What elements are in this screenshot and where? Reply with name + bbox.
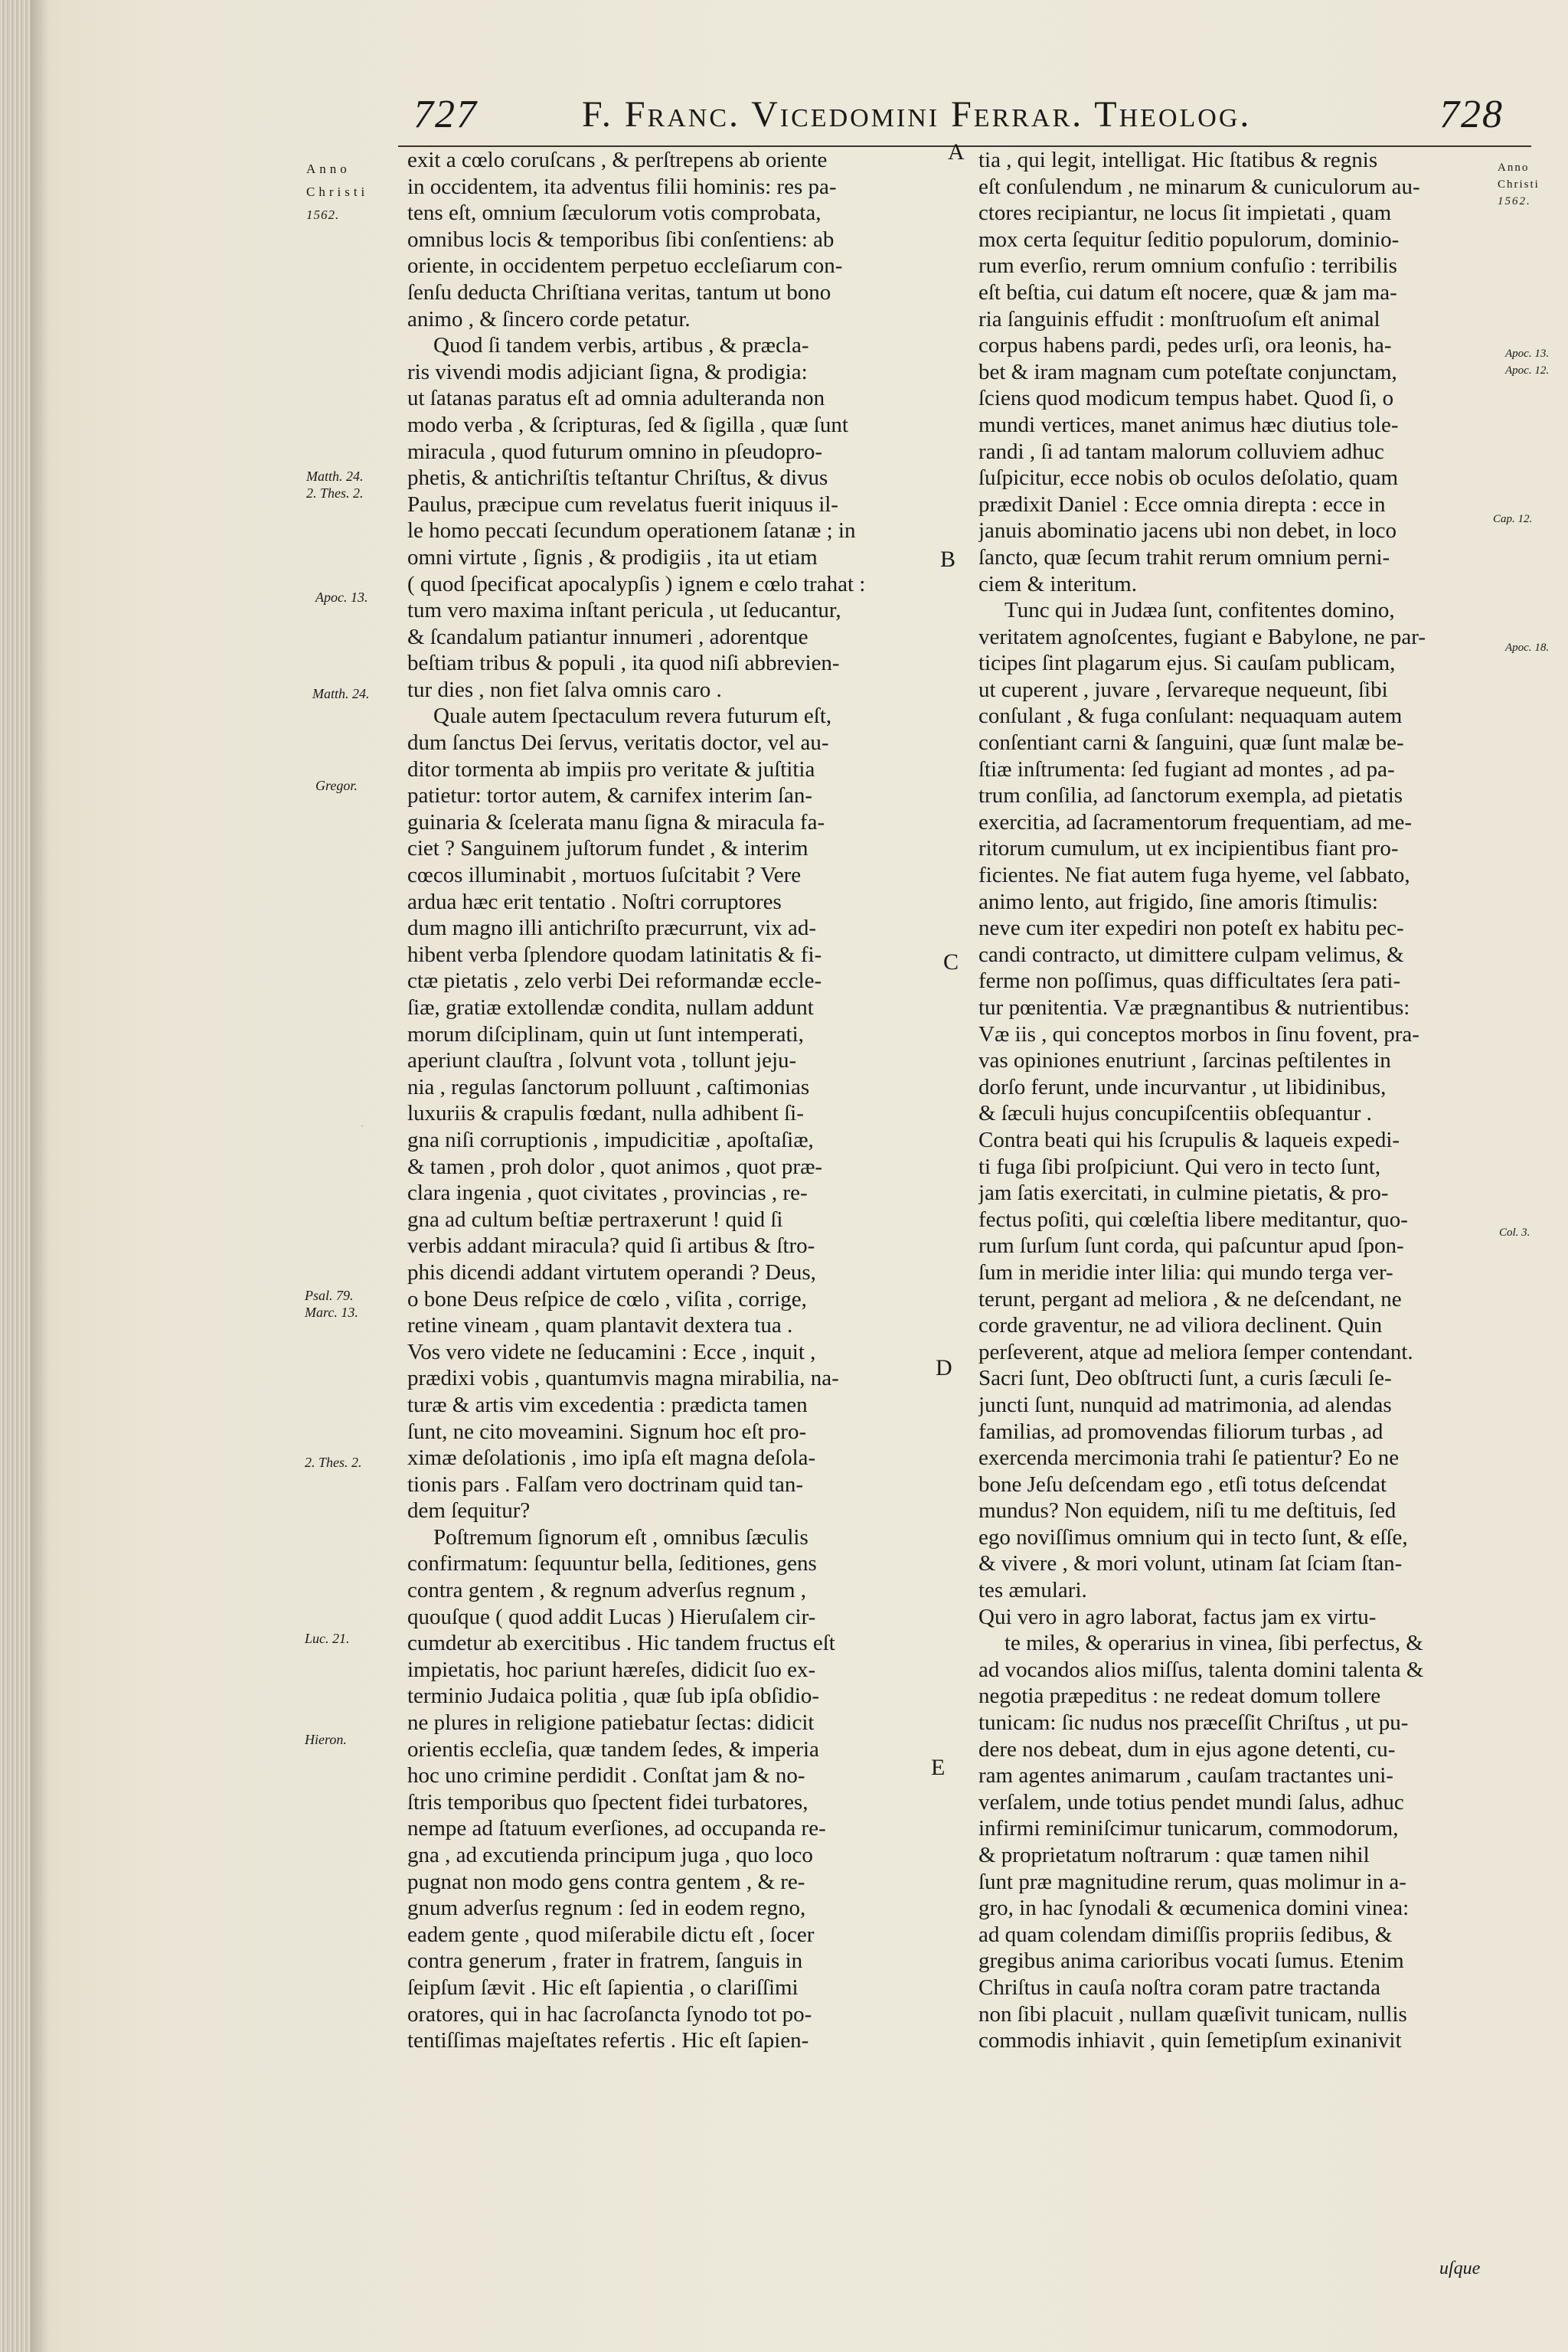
text-line: tur pœnitentia. Væ prægnantibus & nutrientibus: — [978, 995, 1410, 1020]
text-line: tionis pars . Falſam vero doctrinam quid tan- — [407, 1472, 804, 1497]
text-line: ſuſpicitur, ecce nobis ob oculos deſolatio, quam — [978, 466, 1399, 491]
text-line: beſtiam tribus & populi , ita quod niſi abbrevien- — [407, 651, 840, 676]
faded-margin-mark: ˇ — [360, 1124, 364, 1135]
text-line: mundus? Non equidem, niſi tu me deſtituis, ſed — [978, 1498, 1396, 1524]
text-line: ſtiæ inſtrumenta: ſed fugiant ad montes , ad pa- — [978, 756, 1395, 782]
text-line: terminio Judaica politia , quæ ſub ipſa obſidio- — [407, 1684, 820, 1709]
margin-note: 2. Thes. 2. — [305, 1455, 362, 1470]
text-line: impietatis, hoc pariunt hæreſes, didicit ſuo ex- — [407, 1657, 816, 1682]
text-line: Quod ſi tandem verbis, artibus , & præcla- — [433, 333, 809, 358]
text-line: jam ſatis exercitati, in culmine pietatis, & pro- — [978, 1181, 1389, 1206]
text-line: ſunt, ne cito moveamini. Signum hoc eſt pro- — [407, 1419, 807, 1444]
text-line: candi contracto, ut dimittere culpam velimus, & — [978, 942, 1404, 967]
text-line: ſeipſum ſævit . Hic eſt ſapientia , o clariſſimi — [407, 1975, 799, 2000]
text-line: rum ſurſum ſunt corda, qui paſcuntur apud ſpon- — [978, 1233, 1404, 1259]
text-line: dorſo ferunt, unde incurvantur , ut libidinibus, — [978, 1074, 1387, 1099]
text-line: ſum in meridie inter lilia: qui mundo terga ver- — [978, 1259, 1393, 1285]
text-line: eſt beſtia, cui datum eſt nocere, quæ & jam ma- — [978, 279, 1397, 305]
text-line: & ſcandalum patiantur innumeri , adorentque — [407, 624, 808, 649]
text-line: randi , ſi ad tantam malorum colluviem adhuc — [978, 439, 1384, 464]
text-line: oratores, qui in hac ſacroſancta ſynodo tot po- — [407, 2001, 812, 2027]
text-line: omni virtute , ſignis , & prodigiis , ita ut etiam — [407, 544, 818, 570]
text-line: gna niſi corruptionis , impudicitiæ , apoſtaſiæ, — [407, 1127, 814, 1152]
section-marker-a: A — [948, 139, 965, 165]
text-line: Chriſtus in cauſa noſtra coram patre tractanda — [978, 1975, 1381, 2000]
text-line: ardua hæc erit tentatio . Noſtri corruptores — [407, 889, 782, 914]
text-line: retine vineam , quam plantavit dextera tua . — [407, 1313, 793, 1338]
text-line: exit a cœlo coruſcans , & perſtrepens ab oriente — [407, 148, 828, 172]
text-line: miracula , quod futurum omnino in pſeudopro- — [407, 439, 823, 464]
text-line: ram agentes animarum , cauſam tractantes uni- — [978, 1763, 1393, 1788]
text-line: januis abominatio jacens ubi non debet, in loco — [978, 518, 1397, 544]
margin-note: Luc. 21. — [305, 1631, 350, 1646]
text-line: mox certa ſequitur ſeditio populorum, dominio- — [978, 227, 1400, 252]
margin-note: Apoc. 13. — [1505, 348, 1550, 360]
christi-word: Christi — [306, 185, 369, 199]
text-line: aperiunt clauſtra , ſolvunt vota , tollunt jeju- — [407, 1048, 797, 1073]
margin-note: Apoc. 12. — [1505, 364, 1550, 377]
margin-note: 2. Thes. 2. — [306, 485, 364, 501]
text-line: nempe ad ſtatuum everſiones, ad occupanda re- — [407, 1816, 826, 1841]
text-line: negotia præpeditus : ne redeat domum tollere — [978, 1684, 1381, 1709]
margin-note: Marc. 13. — [305, 1305, 358, 1320]
page-header — [0, 92, 1568, 145]
text-line: turæ & artis vim excedentia : prædicta tamen — [407, 1392, 808, 1417]
text-line: ticipes ſint plagarum ejus. Si cauſam publicam, — [978, 651, 1396, 676]
left-page-number: 727 — [413, 93, 478, 136]
text-line: fectus poſiti, qui cœleſtia libere meditantur, quo- — [978, 1207, 1408, 1232]
text-line: gna ad cultum beſtiæ pertraxerunt ! quid ſi — [407, 1207, 783, 1232]
year: 1562. — [306, 207, 340, 222]
section-marker-c: C — [943, 949, 959, 975]
text-line: trum conſilia, ad ſanctorum exempla, ad pietatis — [978, 783, 1403, 808]
text-line: ut cuperent , juvare , ſervareque nequeunt, ſibi — [978, 677, 1388, 702]
text-line: luxuriis & crapulis fœdant, nulla adhibent ſi- — [407, 1101, 804, 1126]
text-line: prædixit Daniel : Ecce omnia direpta : ecce in — [978, 492, 1386, 517]
anno-word: Anno — [306, 162, 351, 176]
text-line: ciet ? Sanguinem juſtorum fundet , & interim — [407, 836, 808, 861]
text-line: omnibus locis & temporibus ſibi conſentiens: ab — [407, 227, 835, 252]
text-line: Sacri ſunt, Deo obſtructi ſunt, a curis ſæculi ſe- — [978, 1366, 1392, 1391]
margin-note: Apoc. 18. — [1505, 642, 1550, 654]
text-line: Quale autem ſpectaculum revera futurum eſt, — [433, 704, 832, 729]
margin-note: Psal. 79. — [305, 1288, 354, 1303]
text-line: perſeverent, atque ad meliora ſemper contendant. — [978, 1339, 1413, 1364]
text-line: confirmatum: ſequuntur bella, ſeditiones, gens — [407, 1551, 817, 1576]
text-line: ad quam colendam dimiſſis propriis ſedibus, & — [978, 1922, 1393, 1947]
text-line: animo lento, aut frigido, ſine amoris ſtimulis: — [978, 889, 1378, 914]
text-line: ſenſu deducta Chriſtiana veritas, tantum ut bono — [407, 279, 831, 305]
text-line: modo verba , & ſcripturas, ſed & ſigilla , quæ ſunt — [407, 412, 848, 437]
text-line: gregibus anima carioribus vocati ſumus. Etenim — [978, 1949, 1404, 1974]
text-line: cumdetur ab exercitibus . Hic tandem fructus eſt — [407, 1631, 835, 1656]
text-line: ut ſatanas paratus eſt ad omnia adulteranda non — [407, 386, 825, 411]
text-line: & proprietatum noſtrarum : quæ tamen nihil — [978, 1843, 1370, 1867]
text-line: dum ſanctus Dei ſervus, veritatis doctor, vel au- — [407, 730, 829, 756]
text-line: contra gentem , & regnum adverſus regnum , — [407, 1578, 807, 1603]
text-line: conſulant , & fuga conſulant: nequaquam autem — [978, 704, 1403, 729]
text-line: ( quod ſpecificat apocalypſis ) ignem e cœlo trahat : — [407, 571, 866, 596]
text-line: verbis addant miracula? quid ſi artibus & ſtro- — [407, 1233, 815, 1259]
margin-note: Apoc. 13. — [315, 590, 368, 605]
text-line: ti fuga ſibi proſpiciunt. Qui vero in tecto ſunt, — [978, 1154, 1381, 1179]
text-line: commodis inhiavit , quin ſemetipſum exinanivit — [978, 2028, 1402, 2053]
text-line: phis dicendi addant virtutem operandi ? Deus, — [407, 1259, 816, 1285]
margin-note: Cap. 12. — [1493, 513, 1533, 525]
text-line: ſancto, quæ ſecum trahit rerum omnium perni- — [978, 544, 1390, 570]
text-line: patietur: tortor autem, & carnifex interim ſan- — [407, 783, 813, 808]
anno-word: Anno — [1498, 162, 1530, 174]
text-line: morum diſciplinam, quin ut ſunt intemperati, — [407, 1021, 804, 1047]
text-line: ris vivendi modis adjiciant ſigna, & prodigia: — [407, 359, 808, 384]
text-line: ria ſanguinis effudit : monſtruoſum eſt animal — [978, 306, 1380, 332]
text-line: guinaria & ſcelerata manu ſigna & miracula fa- — [407, 809, 825, 835]
text-line: ciem & interitum. — [978, 571, 1137, 596]
text-line: & ſæculi hujus concupiſcentiis obſequantur . — [978, 1101, 1372, 1126]
text-line: terunt, pergant ad meliora , & ne deſcendant, ne — [978, 1286, 1402, 1312]
text-line: ego noviſſimus omnium qui in tecto ſunt, & eſſe, — [978, 1524, 1408, 1550]
text-line: ditor tormenta ab impiis pro veritate & juſtitia — [407, 756, 815, 782]
text-line: animo , & ſincero corde petatur. — [407, 306, 691, 332]
text-line: hibent verba ſplendore quodam latinitatis & fi- — [407, 942, 822, 967]
text-line: Tunc qui in Judæa ſunt, confitentes domino, — [1004, 598, 1395, 623]
text-line: o bone Deus reſpice de cœlo , viſita , corrige, — [407, 1286, 807, 1312]
text-line: tentiſſimas majeſtates refertis . Hic eſt ſapien- — [407, 2028, 809, 2053]
text-line: pugnat non modo gens contra gentem , & re- — [407, 1869, 805, 1894]
text-line: dere nos debeat, dum in ejus agone detenti, cu- — [978, 1736, 1396, 1762]
text-line: conſentiant carni & ſanguini, quæ ſunt malæ be- — [978, 730, 1404, 756]
margin-note: Gregor. — [315, 778, 358, 793]
margin-note: Col. 3. — [1499, 1227, 1530, 1239]
text-line: eadem gente , quod miſerabile dictu eſt , ſocer — [407, 1922, 815, 1947]
text-line: quouſque ( quod addit Lucas ) Hieruſalem cir- — [407, 1604, 816, 1629]
text-line: tur dies , non fiet ſalva omnis caro . — [407, 677, 722, 702]
right-text-column — [978, 147, 1507, 2054]
text-line: te miles, & operarius in vinea, ſibi perfectus, & — [1004, 1631, 1423, 1656]
gutter-shadow — [31, 0, 61, 2352]
margin-note: Matth. 24. — [306, 469, 364, 484]
book-page-edges — [0, 0, 31, 2352]
text-line: bone Jeſu deſcendam ego , etſi totus deſcendat — [978, 1472, 1387, 1497]
text-line: vas opiniones enutriunt , ſarcinas peſtilentes in — [978, 1048, 1391, 1073]
text-line: ximæ deſolationis , imo ipſa eſt magna deſola- — [407, 1446, 816, 1471]
year: 1562. — [1498, 195, 1531, 207]
section-marker-d: D — [936, 1355, 952, 1380]
text-line: ne plures in religione patiebatur ſectas: didicit — [407, 1710, 815, 1736]
text-line: Poſtremum ſignorum eſt , omnibus ſæculis — [433, 1524, 808, 1550]
text-line: tia , qui legit, intelligat. Hic ſtatibus & regnis — [978, 148, 1378, 172]
text-line: Contra beati qui his ſcrupulis & laqueis expedi- — [978, 1127, 1400, 1152]
text-line: phetis, & antichriſtis teſtantur Chriſtus, & divus — [407, 466, 828, 491]
text-line: veritatem agnoſcentes, fugiant e Babylone, ne par- — [978, 624, 1426, 649]
margin-note: Hieron. — [305, 1732, 347, 1747]
text-line: dum magno illi antichriſto præcurrunt, vix ad- — [407, 916, 816, 941]
text-line: clara ingenia , quot civitates , provincias , re- — [407, 1181, 808, 1206]
text-line: contra generum , frater in fratrem, ſanguis in — [407, 1949, 803, 1974]
text-line: Paulus, præcipue cum revelatus fuerit iniquus il- — [407, 492, 838, 517]
text-line: infirmi reminiſcimur tunicarum, commodorum, — [978, 1816, 1399, 1841]
text-line: exercenda mercimonia trahi ſe patientur? Eo ne — [978, 1446, 1400, 1471]
text-line: bet & iram magnam cum poteſtate conjunctam, — [978, 359, 1397, 384]
text-line: gro, in hac ſynodali & œcumenica domini vinea: — [978, 1896, 1410, 1921]
text-line: corpus habens pardi, pedes urſi, ora leonis, ha- — [978, 333, 1392, 358]
text-line: ſtris temporibus quo ſpectent fidei turbatores, — [407, 1789, 808, 1815]
text-line: ſunt præ magnitudine rerum, quas molimur in a- — [978, 1869, 1406, 1894]
text-line: ctæ pietatis , zelo verbi Dei reformandæ eccle- — [407, 969, 822, 994]
text-line: exercitia, ad ſacramentorum frequentiam, ad me- — [978, 809, 1413, 835]
text-line: oriente, in occidentem perpetuo eccleſiarum con- — [407, 253, 843, 279]
text-line: nia , regulas ſanctorum polluunt , caſtimonias — [407, 1074, 810, 1099]
text-line: dem ſequitur? — [407, 1498, 531, 1524]
text-line: Vos vero videte ne ſeducamini : Ecce , inquit , — [407, 1339, 816, 1364]
text-line: Qui vero in agro laborat, factus jam ex virtu- — [978, 1604, 1377, 1629]
text-line: rum everſio, rerum omnium confuſio : terribilis — [978, 253, 1397, 279]
text-line: orientis eccleſia, quæ tandem ſedes, & imperia — [407, 1736, 819, 1762]
text-line: tens eſt, omnium ſæculorum votis comprobata, — [407, 201, 822, 226]
text-line: familias, ad promovendas filiorum turbas , ad — [978, 1419, 1383, 1444]
text-line: ctores recipiantur, ne locus ſit impietati , quam — [978, 201, 1392, 226]
text-line: ritorum cumulum, ut ex incipientibus fiant pro- — [978, 836, 1399, 861]
anno-christi-left — [306, 158, 368, 227]
text-line: ficientes. Ne fiat autem fuga hyeme, vel ſabbato, — [978, 863, 1410, 888]
text-line: corde graventur, ne ad viliora declinent. Quin — [978, 1313, 1383, 1338]
text-line: tum vero maxima inſtant pericula , ut ſeducantur, — [407, 598, 841, 623]
text-line: juncti ſunt, nunquid ad matrimonia, ad alendas — [978, 1392, 1392, 1417]
text-line: prædixi vobis , quantumvis magna mirabilia, na- — [407, 1366, 839, 1391]
right-page-number: 728 — [1439, 93, 1504, 136]
text-line: in occidentem, ita adventus filii hominis: res pa- — [407, 174, 837, 199]
text-line: verſalem, unde totius pendet mundi ſalus, adhuc — [978, 1789, 1404, 1815]
text-line: non ſibi placuit , nullam quæſivit tunicam, nullis — [978, 2001, 1407, 2027]
text-line: & tamen , proh dolor , quot animos , quot præ- — [407, 1154, 823, 1179]
margin-note: Matth. 24. — [312, 686, 370, 701]
text-line: & vivere , & mori volunt, utinam ſat ſciam ſtan- — [978, 1551, 1403, 1576]
christi-word: Christi — [1498, 178, 1540, 191]
text-line: ad vocandos alios miſſus, talenta domini talenta & — [978, 1657, 1424, 1682]
left-text-column — [407, 147, 959, 2054]
text-line: ſiæ, gratiæ extollendæ condita, nullam addunt — [407, 995, 814, 1020]
text-line: gnum adverſus regnum : ſed in eodem regno, — [407, 1896, 806, 1921]
text-line: ſciens quod modicum tempus habet. Quod ſi, o — [978, 386, 1394, 411]
text-line: cœcos illuminabit , mortuos ſuſcitabit ? Vere — [407, 863, 802, 888]
text-line: ferme non poſſimus, quas difficultates ſera pati- — [978, 969, 1401, 994]
section-marker-b: B — [940, 547, 956, 572]
text-line: mundi vertices, manet animus hæc diutius tole- — [978, 412, 1399, 437]
text-line: hoc uno crimine perdidit . Conſtat jam & no- — [407, 1763, 805, 1788]
text-line: tes æmulari. — [978, 1578, 1087, 1603]
catchword: uſque — [1439, 2259, 1481, 2278]
text-line: eſt conſulendum , ne minarum & cuniculorum au- — [978, 174, 1420, 199]
text-line: tunicam: ſic nudus nos præceſſit Chriſtus , ut pu- — [978, 1710, 1409, 1736]
text-line: le homo peccati ſecundum operationem ſatanæ ; in — [407, 518, 856, 544]
section-marker-e: E — [931, 1755, 946, 1780]
running-title: F. Franc. Vicedomini Ferrar. Theolog. — [582, 94, 1252, 135]
text-line: Væ iis , qui conceptos morbos in ſinu fovent, pra- — [978, 1021, 1419, 1047]
text-line: neve cum iter expediri non poteſt ex habitu pec- — [978, 916, 1404, 941]
text-line: gna , ad excutienda principum juga , quo loco — [407, 1843, 813, 1867]
